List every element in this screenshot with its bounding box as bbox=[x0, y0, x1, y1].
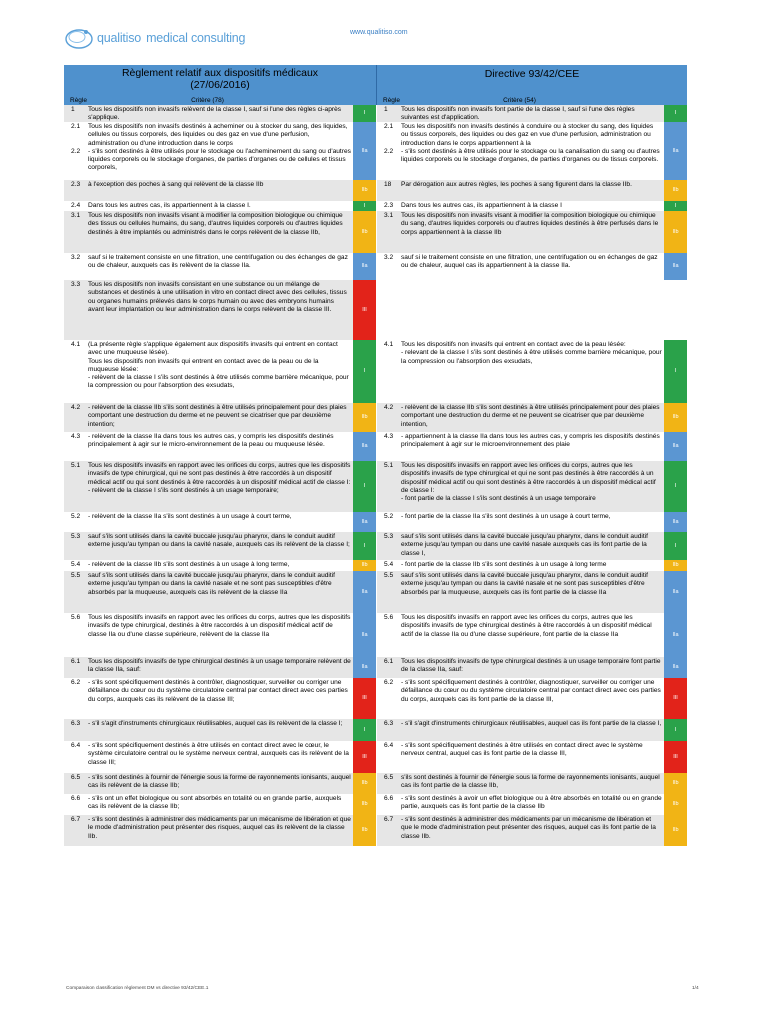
footer-page-number: 1/4 bbox=[692, 986, 699, 991]
footer-document-title: Comparaison classification règlement DM vs directive 93/42/CEE.1 bbox=[66, 986, 209, 991]
directive-rule-number: 6.6 bbox=[384, 795, 394, 802]
regulation-class-badge: IIb bbox=[353, 211, 376, 253]
regulation-class-badge: IIa bbox=[353, 571, 376, 613]
regulation-criterion-text: Tous les dispositifs non invasifs destinés à acheminer ou à stocker du sang, des liquides, cellules ou tissus corporels, des liquides ou des gaz en vue d'une perfusion, administration ou d'une introduction dans le corps - s'ils sont destinés à être utilisés pour le stockage ou l'acheminement du sang ou d'autres liquides corporels ou le stockage d'organes, de parties d'organes ou de cellules et tissus corporels, bbox=[88, 123, 351, 172]
directive-cell bbox=[376, 512, 687, 532]
header-regulation bbox=[64, 65, 376, 105]
directive-cell bbox=[376, 461, 687, 512]
regulation-criterion-text: Tous les dispositifs non invasifs visant à modifier la composition biologique ou chimique des tissus ou cellules humains, du sang, d'autres liquides corporels ou d'autres liquides destinés à être implantés ou administrés dans le corps relèvent de la classe IIb, bbox=[88, 212, 343, 236]
directive-cell bbox=[376, 532, 687, 560]
regulation-rule-number: 3.1 bbox=[71, 212, 81, 219]
regulation-class-badge: I bbox=[353, 340, 376, 403]
table-row bbox=[64, 122, 687, 180]
regulation-cell bbox=[64, 211, 376, 253]
regulation-criterion-text: sauf s'ils sont utilisés dans la cavité buccale jusqu'au pharynx, dans le conduit auditif externe jusqu'au tympan ou dans la cavité nasale et ne sont pas susceptibles d'être absorbés par la muqueuse, auxquels cas ils relèvent de la classe IIa bbox=[88, 572, 335, 596]
table-row bbox=[64, 280, 687, 340]
directive-rule-number: 6.7 bbox=[384, 816, 394, 823]
regulation-rule-number: 5.4 bbox=[71, 561, 81, 568]
directive-criterion-text: - font partie de la classe IIa s'ils sont destinés à un usage à court terme, bbox=[401, 513, 611, 520]
regulation-rule-number: 6.7 bbox=[71, 816, 81, 823]
directive-criterion-text: Tous les dispositifs invasifs en rapport avec les orifices du corps, autres que les dispositifs invasifs de type chirurgical destinés à être raccordés à un dispositif médical actif de la classe IIa ou d'une classe supérieure, font partie de la classe IIa bbox=[401, 614, 652, 638]
directive-criterion-text: - s'ils sont destinés à administrer des médicaments par un mécanisme de libération et que le mode d'administration peut présenter des risques, auquel cas ils font partie de la classe IIb. bbox=[401, 816, 656, 840]
regulation-cell bbox=[64, 719, 376, 741]
classification-table bbox=[64, 65, 687, 846]
regulation-cell bbox=[64, 532, 376, 560]
regulation-class-badge: IIb bbox=[353, 180, 376, 201]
table-row bbox=[64, 719, 687, 741]
regulation-cell bbox=[64, 560, 376, 571]
directive-cell bbox=[376, 794, 687, 815]
regulation-rule-number: 2.1 2.2 bbox=[71, 123, 81, 155]
regulation-cell bbox=[64, 122, 376, 180]
directive-rule-number: 6.5 bbox=[384, 774, 394, 781]
table-row bbox=[64, 741, 687, 773]
header-directive bbox=[376, 65, 687, 105]
directive-class-badge: IIa bbox=[664, 253, 687, 280]
regulation-criterion-text: - relèvent de la classe IIa s'ils sont destinés à un usage à court terme, bbox=[88, 513, 292, 520]
regulation-criterion-text: Tous les dispositifs invasifs en rapport avec les orifices du corps, autres que les dispositifs invasifs de type chirurgical, destinés à être raccordés à un dispositif médical actif de classe IIa ou d'une classe supérieure, relèvent de la classe IIa bbox=[88, 614, 351, 638]
directive-criterion-text: sauf si le traitement consiste en une filtration, une centrifugation ou en échanges de gaz ou de chaleur, auquel cas ils appartiennent à la classe IIa. bbox=[401, 254, 658, 270]
regulation-cell bbox=[64, 403, 376, 432]
regulation-class-badge: III bbox=[353, 678, 376, 719]
regulation-rule-number: 4.2 bbox=[71, 404, 81, 411]
directive-class-badge: IIb bbox=[664, 180, 687, 201]
directive-criterion-text: sauf s'ils sont utilisés dans la cavité buccale jusqu'au pharynx, dans le conduit auditif externe jusqu'au tympan ou dans la cavité nasale et ne sont pas susceptibles d'être absorbés par la muqueuse, auxquels cas ils font partie de la classe IIa bbox=[401, 572, 648, 596]
directive-cell bbox=[376, 403, 687, 432]
regulation-rule-number: 2.4 bbox=[71, 202, 81, 209]
directive-class-badge: I bbox=[664, 105, 687, 122]
directive-class-badge: IIa bbox=[664, 613, 687, 657]
directive-rule-number: 5.4 bbox=[384, 561, 394, 568]
directive-criterion-text: Dans tous les autres cas, ils appartiennent à la classe I bbox=[401, 202, 562, 209]
regulation-rule-number: 3.3 bbox=[71, 281, 81, 288]
regulation-cell bbox=[64, 253, 376, 280]
regulation-class-badge: I bbox=[353, 719, 376, 741]
directive-class-badge: IIa bbox=[664, 512, 687, 532]
regulation-rule-number: 6.4 bbox=[71, 742, 81, 749]
regulation-rule-number: 6.6 bbox=[71, 795, 81, 802]
directive-cell bbox=[376, 571, 687, 613]
directive-rule-number: 2.3 bbox=[384, 202, 394, 209]
brand-tagline: medical consulting bbox=[146, 31, 246, 45]
directive-cell bbox=[376, 340, 687, 403]
regulation-cell bbox=[64, 201, 376, 211]
table-row bbox=[64, 560, 687, 571]
regulation-class-badge: IIb bbox=[353, 794, 376, 815]
regulation-criterion-text: - relèvent de la classe IIb s'ils sont destinés à un usage à long terme, bbox=[88, 561, 290, 568]
directive-class-badge: IIa bbox=[664, 432, 687, 461]
regulation-criterion-text: Tous les dispositifs non invasifs relèvent de la classe I, sauf si l'une des règles ci-après s'applique. bbox=[88, 106, 342, 122]
website-link[interactable]: www.qualitiso.com bbox=[350, 29, 408, 36]
table-row bbox=[64, 340, 687, 403]
directive-rule-number: 1 bbox=[384, 106, 388, 113]
regulation-criterion-text: (La présente règle s'applique également aux dispositifs invasifs qui entrent en contact avec une muqueuse lésée). Tous les dispositifs non invasifs qui entrent en contact avec de la peau ou de la muqueuse lésée: - relèvent de la classe I s'ils sont destinés à être utilisés comme barrière mécanique, pour la compression ou pour l'absorption des exsudats, bbox=[88, 341, 349, 390]
table-row bbox=[64, 678, 687, 719]
regulation-class-badge: IIb bbox=[353, 773, 376, 794]
directive-criterion-text: - s'ils sont destinés à avoir un effet biologique ou à être absorbés en totalité ou en grande partie, auxquels cas ils font partie de la classe IIb bbox=[401, 795, 662, 811]
regulation-criterion-text: Tous les dispositifs invasifs en rapport avec les orifices du corps, autres que les dispositifs invasifs de type chirurgical, qui ne sont pas destinés à être raccordés à un dispositif médical actif ou qui sont destinés à être raccordés à un dispositif médical actif de classe I: - relèvent de la classe I s'ils sont destinés à un usage temporaire; bbox=[88, 462, 351, 494]
logo-swirl-icon bbox=[64, 25, 94, 51]
regulation-criterion-text: à l'exception des poches à sang qui relèvent de la classe IIb bbox=[88, 181, 264, 188]
directive-cell bbox=[376, 613, 687, 657]
directive-criterion-text: - appartiennent à la classe IIa dans tous les autres cas, y compris les dispositifs destinés principalement à agir sur le microenvironnement des plaie bbox=[401, 433, 660, 449]
table-row bbox=[64, 613, 687, 657]
table-row bbox=[64, 432, 687, 461]
table-row bbox=[64, 571, 687, 613]
regulation-rule-number: 5.1 bbox=[71, 462, 81, 469]
regulation-criterion-text: Dans tous les autres cas, ils appartiennent à la classe I. bbox=[88, 202, 251, 209]
regulation-criterion-text: Tous les dispositifs invasifs de type chirurgical destinés à un usage temporaire relèvent de la classe IIa, sauf: bbox=[88, 658, 351, 674]
regulation-class-badge: IIa bbox=[353, 657, 376, 678]
directive-cell bbox=[376, 211, 687, 253]
directive-rule-number: 6.3 bbox=[384, 720, 394, 727]
directive-rule-number: 6.4 bbox=[384, 742, 394, 749]
regulation-cell bbox=[64, 280, 376, 340]
regulation-class-badge: I bbox=[353, 461, 376, 512]
directive-criterion-text: - font partie de la classe IIb s'ils sont destinés à un usage à long terme bbox=[401, 561, 607, 568]
directive-criterion-text: - s'il s'agit d'instruments chirurgicaux réutilisables, auquel cas ils font partie de la classe I, bbox=[401, 720, 662, 727]
directive-criterion-text: Tous les dispositifs non invasifs visant à modifier la composition biologique ou chimique du sang, d'autres liquides corporels ou d'autres liquides destinés à être perfusés dans le corps appartiennent à la classe IIb bbox=[401, 212, 659, 236]
regulation-class-badge: III bbox=[353, 280, 376, 340]
directive-criterion-text: - s'ils sont spécifiquement destinés à contrôler, diagnostiquer, surveiller ou corriger une défaillance du cœur ou du système circulatoire central par contact direct avec ces parties du corps, auxquels cas ils font partie de la classe III, bbox=[401, 679, 661, 703]
directive-title: Directive 93/42/CEE bbox=[484, 68, 580, 80]
directive-criterion-text: Par dérogation aux autres règles, les poches à sang figurent dans la classe IIb. bbox=[401, 181, 632, 188]
regulation-criterion-text: - s'il s'agit d'instruments chirurgicaux réutilisables, auquel cas ils relèvent de la classe I; bbox=[88, 720, 343, 727]
directive-rule-number: 5.2 bbox=[384, 513, 394, 520]
directive-rule-number: 5.1 bbox=[384, 462, 394, 469]
directive-rule-number: 6.2 bbox=[384, 679, 394, 686]
directive-cell bbox=[376, 741, 687, 773]
table-header bbox=[64, 65, 687, 105]
directive-rule-number: 4.1 bbox=[384, 341, 394, 348]
regulation-criterion-text: sauf s'ils sont utilisés dans la cavité buccale jusqu'au pharynx, dans le conduit auditif externe jusqu'au tympan ou dans la cavité nasale, auxquels cas ils relèvent de la classe I; bbox=[88, 533, 350, 549]
directive-class-badge: IIa bbox=[664, 571, 687, 613]
regulation-rule-number: 5.2 bbox=[71, 513, 81, 520]
regulation-cell bbox=[64, 105, 376, 122]
regulation-date: (27/06/2016) bbox=[190, 79, 250, 91]
directive-rule-number: 6.1 bbox=[384, 658, 394, 665]
table-row bbox=[64, 815, 687, 846]
regulation-cell bbox=[64, 613, 376, 657]
table-row bbox=[64, 180, 687, 201]
table-row bbox=[64, 773, 687, 794]
regulation-class-badge: I bbox=[353, 532, 376, 560]
regulation-rule-number: 1 bbox=[71, 106, 75, 113]
directive-rule-number: 5.3 bbox=[384, 533, 394, 540]
regulation-criterion-text: - s'ils sont spécifiquement destinés à contrôler, diagnostiquer, surveiller ou corriger une défaillance du cœur ou du système circulatoire central par contact direct avec ces parties du corps, auxquels cas ils relèvent de la classe III; bbox=[88, 679, 348, 703]
brand-name: qualitiso bbox=[97, 31, 142, 45]
table-row bbox=[64, 403, 687, 432]
directive-cell bbox=[376, 180, 687, 201]
directive-criterion-text: - relèvent de la classe IIb s'ils sont destinés à être utilisés principalement pour des plaies comportant une destruction du derme et ne peuvent se cicatriser que par deuxième intention, bbox=[401, 404, 660, 428]
directive-criterion-text: Tous les dispositifs non invasifs font partie de la classe I, sauf si l'une des règles suivantes est d'application. bbox=[401, 106, 635, 122]
directive-rule-number: 5.6 bbox=[384, 614, 394, 621]
directive-class-badge: I bbox=[664, 719, 687, 741]
regulation-rule-number: 6.3 bbox=[71, 720, 81, 727]
directive-cell bbox=[376, 773, 687, 794]
regulation-class-badge: IIb bbox=[353, 815, 376, 846]
directive-rule-number: 3.1 bbox=[384, 212, 394, 219]
directive-class-badge: I bbox=[664, 340, 687, 403]
directive-class-badge: I bbox=[664, 461, 687, 512]
table-body bbox=[64, 105, 687, 846]
directive-criterion-text: sauf s'ils sont utilisés dans la cavité buccale jusqu'au pharynx, dans le conduit auditif externe jusqu'au tympan ou dans une cavité nasale auxquels cas ils font partie de la classe I, bbox=[401, 533, 648, 557]
table-row bbox=[64, 461, 687, 512]
regulation-class-badge: I bbox=[353, 201, 376, 211]
directive-class-badge: IIa bbox=[664, 657, 687, 678]
table-row bbox=[64, 512, 687, 532]
directive-rule-number: 2.1 2.2 bbox=[384, 123, 394, 155]
regulation-criterion-text: - s'ils sont spécifiquement destinés à être utilisés en contact direct avec le cœur, le système circulatoire central ou le système nerveux central, auxquels cas ils relèvent de la classe III; bbox=[88, 742, 349, 766]
regulation-rule-number: 6.1 bbox=[71, 658, 81, 665]
regulation-criterion-text: - relèvent de la classe IIa dans tous les autres cas, y compris les dispositifs destinés principalement à agir sur le micro-environnement de la peau ou muqueuse lésée. bbox=[88, 433, 334, 449]
directive-rule-number: 4.3 bbox=[384, 433, 394, 440]
regulation-rule-number: 4.3 bbox=[71, 433, 81, 440]
directive-class-badge: IIa bbox=[664, 122, 687, 180]
directive-criterion-text: Tous les dispositifs invasifs en rapport avec les orifices du corps, autres que les dispositifs invasifs de type chirurgical et qui ne sont pas destinés à être raccordés à un dispositif médical actif ou qui sont destinés à être raccordés à un dispositif médical actif de classe I: - font partie de la classe I s'ils sont destinés à un usage temporaire bbox=[401, 462, 656, 503]
regulation-criterion-text: - s'ils sont destinés à fournir de l'énergie sous la forme de rayonnements ionisants, auquel cas ils relèvent de la classe IIb; bbox=[88, 774, 351, 790]
directive-cell bbox=[376, 280, 687, 340]
directive-cell bbox=[376, 719, 687, 741]
regulation-criterion-text: - relèvent de la classe IIb s'ils sont destinés à être utilisés principalement pour des plaies comportant une destruction du derme et ne peuvent se cicatriser que par deuxième intention; bbox=[88, 404, 347, 428]
regulation-class-badge: IIa bbox=[353, 253, 376, 280]
regulation-criterion-text: - s'ils sont destinés à administrer des médicaments par un mécanisme de libération et que le mode d'administration peut présenter des risques, auquel cas ils relèvent de la classe IIb. bbox=[88, 816, 351, 840]
regulation-cell bbox=[64, 432, 376, 461]
directive-class-badge: IIb bbox=[664, 403, 687, 432]
directive-class-badge: IIb bbox=[664, 773, 687, 794]
directive-cell bbox=[376, 201, 687, 211]
regulation-rule-number: 5.3 bbox=[71, 533, 81, 540]
directive-cell bbox=[376, 560, 687, 571]
regulation-class-badge: III bbox=[353, 741, 376, 773]
table-row bbox=[64, 201, 687, 211]
regulation-rule-number: 6.5 bbox=[71, 774, 81, 781]
regulation-cell bbox=[64, 657, 376, 678]
directive-criterion-text: s'ils sont destinés à fournir de l'énergie sous la forme de rayonnements ionisants, auquel cas ils font partie de la classe IIb, bbox=[401, 774, 660, 790]
table-row bbox=[64, 253, 687, 280]
header-rule-right: Règle bbox=[383, 97, 400, 104]
directive-class-badge: IIb bbox=[664, 560, 687, 571]
table-row bbox=[64, 532, 687, 560]
regulation-cell bbox=[64, 571, 376, 613]
header-criteria-right: Critère (54) bbox=[503, 97, 536, 104]
regulation-cell bbox=[64, 815, 376, 846]
header-rule-left: Règle bbox=[70, 97, 87, 104]
directive-rule-number: 3.2 bbox=[384, 254, 394, 261]
regulation-cell bbox=[64, 512, 376, 532]
directive-rule-number: 18 bbox=[384, 181, 392, 188]
regulation-cell bbox=[64, 180, 376, 201]
directive-criterion-text: - s'ils sont spécifiquement destinés à être utilisés en contact direct avec le système nerveux central, auquel cas ils font partie de la classe III, bbox=[401, 742, 643, 758]
regulation-class-badge: IIb bbox=[353, 403, 376, 432]
table-row bbox=[64, 657, 687, 678]
regulation-rule-number: 6.2 bbox=[71, 679, 81, 686]
directive-criterion-text: Tous les dispositifs invasifs de type chirurgical destinés à un usage temporaire font partie de la classe IIa, sauf: bbox=[401, 658, 661, 674]
regulation-rule-number: 5.6 bbox=[71, 614, 81, 621]
directive-cell bbox=[376, 432, 687, 461]
regulation-rule-number: 2.3 bbox=[71, 181, 81, 188]
regulation-rule-number: 4.1 bbox=[71, 341, 81, 348]
directive-class-badge: III bbox=[664, 678, 687, 719]
table-row bbox=[64, 794, 687, 815]
directive-cell bbox=[376, 253, 687, 280]
directive-cell bbox=[376, 122, 687, 180]
regulation-cell bbox=[64, 741, 376, 773]
regulation-rule-number: 3.2 bbox=[71, 254, 81, 261]
directive-class-badge: IIb bbox=[664, 211, 687, 253]
directive-cell bbox=[376, 105, 687, 122]
header-criteria-left: Critère (78) bbox=[191, 97, 224, 104]
regulation-class-badge: IIa bbox=[353, 122, 376, 180]
directive-cell bbox=[376, 678, 687, 719]
directive-class-badge: III bbox=[664, 741, 687, 773]
regulation-class-badge: IIa bbox=[353, 432, 376, 461]
regulation-class-badge: I bbox=[353, 105, 376, 122]
directive-cell bbox=[376, 815, 687, 846]
directive-rule-number: 4.2 bbox=[384, 404, 394, 411]
qualitiso-logo bbox=[64, 24, 245, 52]
regulation-criterion-text: sauf si le traitement consiste en une filtration, une centrifugation ou des échanges de gaz ou de chaleur, auxquels cas ils relèvent de la classe IIa. bbox=[88, 254, 348, 270]
regulation-cell bbox=[64, 678, 376, 719]
directive-criterion-text: Tous les dispositifs non invasifs qui entrent en contact avec de la peau lésée: - relevant de la classe I s'ils sont destinés à être utilisés comme barrière mécanique, pour la compression ou l'absorption des exsudats, bbox=[401, 341, 662, 365]
regulation-class-badge: IIb bbox=[353, 560, 376, 571]
regulation-class-badge: IIa bbox=[353, 512, 376, 532]
regulation-cell bbox=[64, 340, 376, 403]
regulation-cell bbox=[64, 461, 376, 512]
regulation-rule-number: 5.5 bbox=[71, 572, 81, 579]
table-row bbox=[64, 211, 687, 253]
directive-rule-number: 5.5 bbox=[384, 572, 394, 579]
regulation-class-badge: IIa bbox=[353, 613, 376, 657]
table-row bbox=[64, 105, 687, 122]
directive-class-badge: I bbox=[664, 201, 687, 211]
regulation-criterion-text: Tous les dispositifs non invasifs consistant en une substance ou un mélange de substances et destinés à une utilisation in vitro en contact direct avec des cellules, tissus ou organes humains prélevés dans le corps humain ou avec des embryons humains avant leur implantation ou leur administration dans le corps relèvent de la classe III. bbox=[88, 281, 347, 313]
directive-cell bbox=[376, 657, 687, 678]
regulation-cell bbox=[64, 773, 376, 794]
regulation-criterion-text: - s'ils ont un effet biologique ou sont absorbés en totalité ou en grande partie, auxquels cas ils relèvent de la classe IIb; bbox=[88, 795, 342, 811]
directive-class-badge: I bbox=[664, 532, 687, 560]
regulation-title: Règlement relatif aux dispositifs médicaux bbox=[121, 67, 319, 79]
directive-class-badge: IIb bbox=[664, 815, 687, 846]
directive-criterion-text: Tous les dispositifs non invasifs destinés à conduire ou à stocker du sang, des liquides ou tissus corporels, des liquides ou des gaz en vue d'une perfusion, administration ou introduction dans le corps appartiennent à la - s'ils sont destinés à être utilisés pour le stockage ou la canalisation du sang ou d'autres liquides corporels ou le stockage d'organes, de parties d'organes ou de tissus corporels. bbox=[401, 123, 660, 164]
directive-class-badge: IIb bbox=[664, 794, 687, 815]
regulation-cell bbox=[64, 794, 376, 815]
